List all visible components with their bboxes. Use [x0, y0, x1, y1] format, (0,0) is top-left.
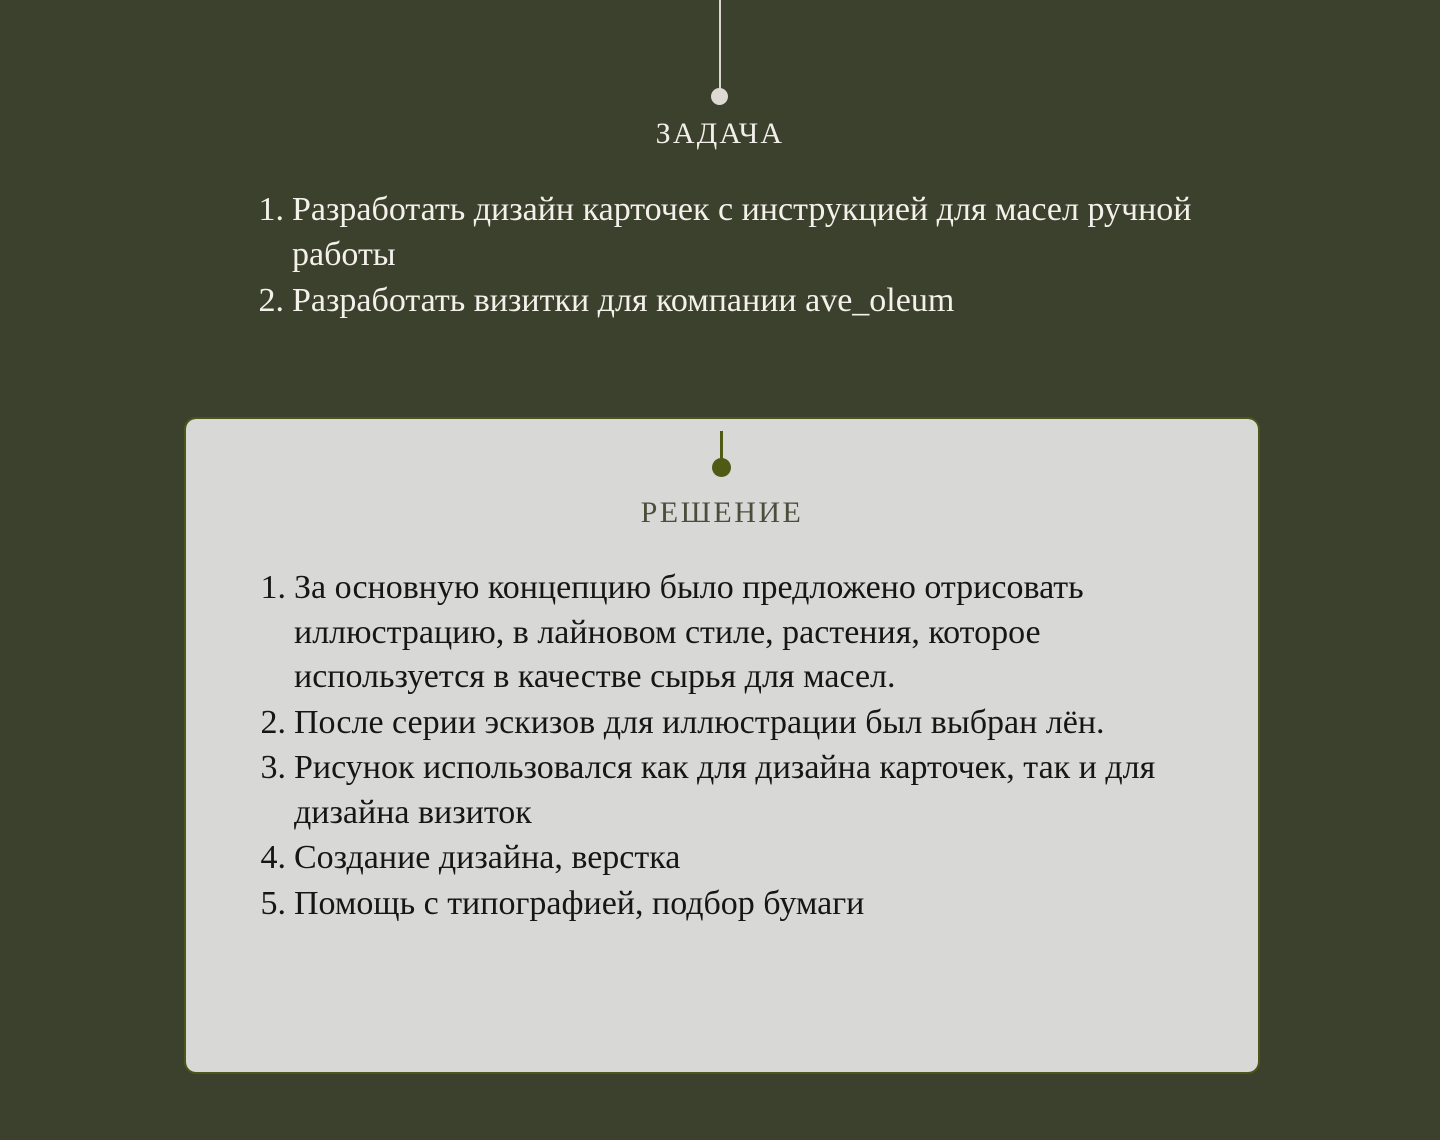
list-item-number: 3.	[260, 749, 286, 787]
task-list	[250, 188, 1250, 326]
card-scallop-top-edge	[196, 414, 1248, 425]
task-connector-dot-icon	[711, 88, 728, 105]
list-item-text: Создание дизайна, верстка	[294, 839, 681, 877]
list-item-text: Разработать визитки для компании ave_oleum	[292, 282, 955, 320]
task-connector-line	[719, 0, 721, 92]
list-item-number: 1.	[258, 191, 284, 228]
list-item-number: 2.	[260, 703, 286, 741]
solution-list	[250, 566, 1210, 927]
list-item	[250, 836, 1210, 881]
list-item-text: За основную концепцию было предложено отрисовать иллюстрацию, в лайновом стиле, растения, которое используется в качестве сырья для масел.	[294, 569, 1084, 696]
solution-connector-dot-icon	[712, 458, 731, 477]
list-item	[250, 188, 1250, 277]
list-item-text: Помощь с типографией, подбор бумаги	[294, 884, 865, 922]
list-item-text: Рисунок использовался как для дизайна карточек, так и для дизайна визиток	[294, 749, 1156, 831]
list-item-number: 1.	[260, 569, 286, 606]
list-item	[250, 701, 1210, 746]
solution-title: РЕШЕНИЕ	[640, 496, 804, 529]
list-item	[250, 279, 1250, 324]
list-item	[250, 746, 1210, 835]
list-item-text: Разработать дизайн карточек с инструкцией для масел ручной работы	[292, 191, 1192, 273]
list-item-number: 5.	[260, 884, 286, 922]
solution-card	[186, 419, 1258, 1072]
task-title: ЗАДАЧА	[655, 117, 785, 150]
list-item-number: 2.	[258, 282, 284, 320]
list-item	[250, 882, 1210, 927]
list-item	[250, 566, 1210, 700]
list-item-number: 4.	[260, 839, 286, 877]
card-scallop-bottom-edge	[196, 1066, 1248, 1077]
list-item-text: После серии эскизов для иллюстрации был выбран лён.	[294, 703, 1105, 741]
